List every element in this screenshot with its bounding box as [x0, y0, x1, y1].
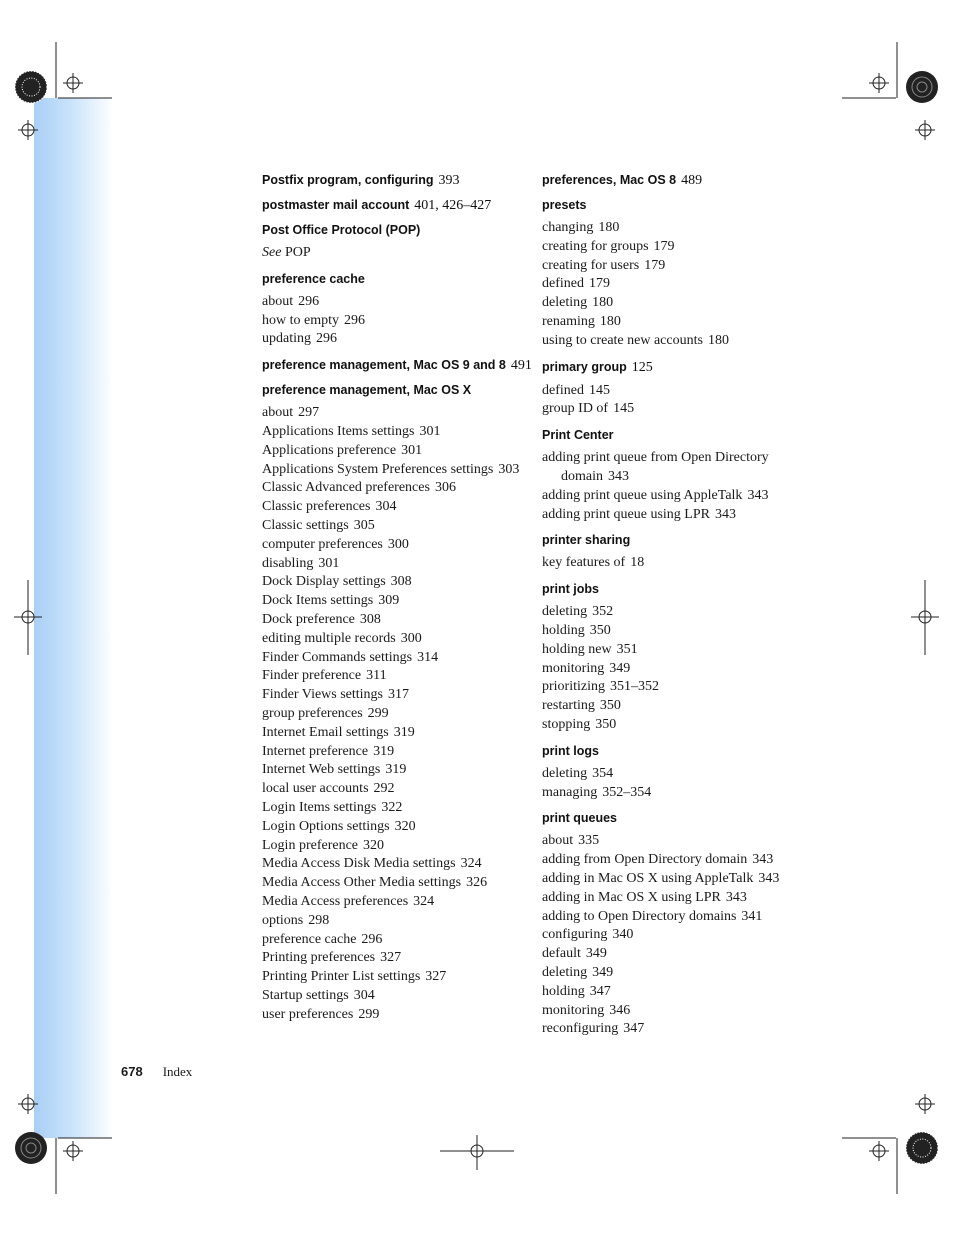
- index-subentry-label: defined: [542, 276, 584, 292]
- index-subentry: [542, 697, 782, 716]
- index-subentry: [542, 487, 782, 506]
- index-subentry: [542, 678, 782, 697]
- index-subentry-label: Media Access preferences: [262, 893, 409, 909]
- index-term-label: print jobs: [542, 582, 599, 597]
- index-subentry: [262, 686, 532, 705]
- index-subentry-label: Internet Email settings: [262, 724, 389, 740]
- index-subentry-pages: 343: [725, 889, 747, 905]
- index-subentry: [262, 498, 532, 517]
- index-entry: [262, 222, 532, 263]
- index-term: [542, 532, 782, 548]
- index-subentry-label: changing: [542, 220, 594, 235]
- index-subentry-label: options: [262, 912, 304, 928]
- index-term: [542, 427, 782, 443]
- index-subentry-label: Dock preference: [262, 611, 355, 627]
- index-subentry-label: Dock Display settings: [262, 574, 386, 590]
- index-subentry: [542, 238, 782, 257]
- index-subentry-label: holding new: [542, 641, 612, 657]
- index-subentry-pages: 319: [385, 762, 407, 778]
- index-subentry-pages: 347: [623, 1021, 645, 1037]
- index-subentry-pages: 343: [752, 852, 774, 868]
- index-subentry-label: Login preference: [262, 837, 358, 853]
- index-term: [542, 172, 782, 189]
- index-subentry: [262, 855, 532, 874]
- index-subentry-label: Applications preference: [262, 442, 397, 458]
- index-subentry-label: monitoring: [542, 660, 605, 676]
- index-subentry-pages: 296: [298, 293, 320, 309]
- index-column-right: [542, 172, 782, 1039]
- index-subentry: [542, 964, 782, 983]
- index-subentry-label: preference cache: [262, 931, 357, 947]
- index-subentry-label: restarting: [542, 698, 595, 714]
- index-term: [542, 581, 782, 597]
- index-subentry-pages: 320: [363, 837, 384, 853]
- index-subentry-label: Internet preference: [262, 743, 369, 759]
- index-subentry-pages: 351: [616, 641, 638, 657]
- index-subentry: [262, 649, 532, 668]
- index-subentry: [542, 449, 782, 487]
- index-subentry: [542, 716, 782, 735]
- index-subentry-pages: 319: [393, 724, 415, 740]
- index-subentry: [262, 555, 532, 574]
- index-subentry-label: creating for users: [542, 257, 640, 273]
- index-subentry-pages: 349: [609, 660, 631, 676]
- index-subentry-pages: 308: [390, 574, 412, 590]
- index-term-pages: 125: [631, 359, 653, 375]
- index-subentry-pages: 350: [595, 716, 617, 732]
- index-subentry: [542, 400, 782, 419]
- index-term-label: preference management, Mac OS X: [262, 383, 472, 398]
- index-term-label: Post Office Protocol (POP): [262, 223, 421, 237]
- index-subentry-label: deleting: [542, 295, 588, 311]
- index-subentry-label: about: [542, 833, 574, 849]
- index-subentry-label: deleting: [542, 604, 588, 620]
- index-term: [542, 743, 782, 759]
- index-subentry-label: deleting: [542, 765, 588, 781]
- index-term-label: Print Center: [542, 428, 614, 443]
- index-subentry-pages: 319: [373, 743, 395, 759]
- index-subentry: [262, 968, 532, 987]
- index-subentry: [262, 799, 532, 818]
- index-term-label: print queues: [542, 811, 618, 826]
- index-subentry: [262, 611, 532, 630]
- index-subentry-label: adding print queue using AppleTalk: [542, 487, 743, 503]
- index-term: [542, 197, 782, 213]
- index-subentry-label: creating for groups: [542, 238, 649, 254]
- section-name: Index: [162, 1064, 193, 1079]
- index-entry: [542, 581, 782, 735]
- index-subentry-pages: 327: [380, 950, 402, 966]
- index-subentry-pages: 308: [359, 611, 381, 627]
- index-subentry-label: holding: [542, 622, 585, 638]
- index-subentry: [262, 461, 532, 480]
- index-subentry-label: holding: [542, 983, 585, 999]
- index-term: [262, 271, 532, 287]
- index-subentry-label: about: [262, 293, 294, 309]
- index-subentry-pages: 343: [715, 506, 736, 522]
- index-entry: [542, 532, 782, 573]
- index-subentry-label: POP: [284, 245, 311, 260]
- index-term-label: printer sharing: [542, 533, 631, 548]
- index-subentry: [542, 1002, 782, 1021]
- index-term-label: Postfix program, configuring: [262, 173, 434, 187]
- index-subentry-pages: 297: [298, 405, 320, 421]
- index-entry: [542, 810, 782, 1039]
- index-subentry-label: key features of: [542, 555, 626, 571]
- index-subentry-label: Applications Items settings: [262, 423, 415, 439]
- index-subentry: [262, 573, 532, 592]
- index-entry: [262, 382, 532, 1024]
- index-subentry-pages: 299: [358, 1006, 380, 1022]
- index-subentry-pages: 346: [609, 1002, 631, 1018]
- index-subentry-pages: 18: [630, 555, 645, 571]
- index-subentry-pages: 324: [413, 893, 435, 909]
- index-entry: [262, 197, 532, 214]
- index-subentry-label: using to create new accounts: [542, 332, 703, 348]
- index-subentry-label: Classic Advanced preferences: [262, 480, 430, 496]
- index-subentry-pages: 304: [375, 499, 397, 515]
- index-term: [262, 382, 532, 398]
- index-subentry: [262, 987, 532, 1006]
- index-subentry: [542, 889, 782, 908]
- index-subentry-pages: 335: [578, 833, 600, 849]
- index-subentry: [262, 705, 532, 724]
- index-subentry: [542, 660, 782, 679]
- index-subentry-pages: 296: [361, 931, 383, 947]
- index-subentry-label: Printing Printer List settings: [262, 969, 421, 985]
- index-term: [262, 222, 532, 238]
- index-subentry: [542, 275, 782, 294]
- index-subentry-label: Media Access Disk Media settings: [262, 856, 456, 872]
- index-subentry-pages: 349: [592, 964, 614, 980]
- index-subentry: [262, 818, 532, 837]
- index-subentry-pages: 322: [381, 799, 403, 815]
- index-term: [542, 359, 782, 376]
- index-subentry-pages: 352–354: [602, 784, 652, 800]
- index-term-pages: 401, 426–427: [414, 198, 492, 213]
- index-subentry: [262, 592, 532, 611]
- index-subentry-pages: 180: [707, 332, 729, 348]
- index-subentry: [262, 330, 532, 349]
- index-subentry-label: Finder Commands settings: [262, 649, 413, 665]
- index-subentry: [542, 382, 782, 401]
- index-term: [262, 357, 532, 374]
- index-term-label: presets: [542, 198, 587, 212]
- index-term-label: preference management, Mac OS 9 and 8: [262, 358, 506, 373]
- index-term-pages: 393: [438, 173, 460, 188]
- index-subentry: [542, 506, 782, 525]
- index-subentry-label: adding print queue from Open Directory domain: [542, 450, 769, 484]
- index-subentry-pages: 305: [353, 517, 375, 533]
- index-subentry-label: group ID of: [542, 401, 609, 417]
- index-subentry-pages: 343: [608, 468, 629, 484]
- index-entry: [262, 357, 532, 374]
- index-subentry-pages: 343: [747, 487, 769, 503]
- index-subentry: [542, 554, 782, 573]
- index-subentry: [542, 622, 782, 641]
- index-subentry: [262, 949, 532, 968]
- index-subentry: [262, 423, 532, 442]
- index-term: [542, 810, 782, 826]
- index-entry: [542, 743, 782, 803]
- index-column-left: [262, 172, 532, 1024]
- index-subentry: [262, 837, 532, 856]
- page-footer: [121, 1063, 192, 1081]
- index-subentry-pages: 296: [344, 312, 365, 328]
- index-entry: [542, 197, 782, 351]
- index-subentry-label: Login Items settings: [262, 799, 377, 815]
- index-subentry-pages: 180: [599, 313, 621, 329]
- index-subentry: [262, 667, 532, 686]
- index-subentry-label: disabling: [262, 555, 314, 571]
- index-subentry-pages: 350: [589, 622, 611, 638]
- index-subentry-pages: 314: [417, 649, 439, 665]
- index-subentry-pages: 306: [434, 480, 456, 496]
- index-subentry: [262, 743, 532, 762]
- index-subentry: [262, 442, 532, 461]
- index-subentry-pages: 299: [367, 705, 389, 721]
- index-subentry-pages: 303: [498, 461, 520, 477]
- index-subentry: [542, 945, 782, 964]
- index-term-pages: 491: [510, 358, 532, 374]
- index-subentry: [262, 312, 532, 331]
- index-subentry-pages: 350: [599, 698, 621, 714]
- index-subentry: [262, 724, 532, 743]
- index-subentry-label: reconfiguring: [542, 1021, 619, 1037]
- index-subentry: [542, 294, 782, 313]
- index-subentry-pages: 296: [316, 331, 337, 347]
- index-subentry: [262, 517, 532, 536]
- index-subentry-pages: 179: [588, 276, 610, 292]
- index-subentry-label: updating: [262, 331, 311, 347]
- index-subentry-pages: 180: [592, 295, 614, 311]
- index-subentry: [262, 404, 532, 423]
- index-subentry-label: group preferences: [262, 705, 363, 721]
- index-subentry-label: Finder preference: [262, 668, 362, 684]
- index-subentry-label: configuring: [542, 927, 608, 943]
- index-subentry: [542, 851, 782, 870]
- index-subentry-pages: 326: [466, 875, 488, 891]
- index-subentry: [542, 983, 782, 1002]
- index-subentry: [542, 332, 782, 351]
- index-subentry-pages: 145: [613, 401, 635, 417]
- index-term-pages: 489: [681, 173, 703, 188]
- index-subentry-label: editing multiple records: [262, 630, 396, 646]
- index-subentry-pages: 180: [598, 220, 620, 235]
- index-subentry-label: adding print queue using LPR: [542, 506, 710, 522]
- index-entry: [542, 427, 782, 524]
- index-subentry: [542, 832, 782, 851]
- index-entry: [542, 359, 782, 420]
- index-subentry-label: Finder Views settings: [262, 687, 384, 703]
- index-subentry-pages: 300: [387, 536, 409, 552]
- index-subentry: [542, 765, 782, 784]
- index-subentry-pages: 317: [388, 687, 410, 703]
- index-subentry: [542, 908, 782, 927]
- index-entry: [262, 271, 532, 349]
- index-subentry-pages: 179: [644, 257, 666, 273]
- index-subentry: [542, 641, 782, 660]
- index-subentry: [262, 874, 532, 893]
- index-subentry-label: prioritizing: [542, 679, 605, 695]
- index-subentry-pages: 327: [425, 969, 447, 985]
- index-subentry-label: defined: [542, 382, 584, 398]
- index-subentry: [542, 1020, 782, 1039]
- index-subentry-pages: 304: [353, 987, 375, 1003]
- index-term: [262, 197, 532, 214]
- index-term: [262, 172, 532, 189]
- index-subentry: [262, 244, 532, 263]
- index-subentry: [262, 931, 532, 950]
- index-subentry-label: how to empty: [262, 312, 339, 328]
- index-subentry-label: stopping: [542, 716, 591, 732]
- index-subentry-pages: 298: [308, 912, 330, 928]
- index-subentry-pages: 324: [460, 856, 482, 872]
- index-subentry: [262, 293, 532, 312]
- index-subentry-label: local user accounts: [262, 781, 369, 797]
- index-subentry-label: managing: [542, 784, 598, 800]
- index-subentry: [542, 219, 782, 238]
- index-subentry: [542, 603, 782, 622]
- index-subentry: [262, 912, 532, 931]
- index-subentry-label: Internet Web settings: [262, 762, 381, 778]
- index-subentry-label: Dock Items settings: [262, 593, 374, 609]
- index-subentry-label: about: [262, 405, 294, 421]
- index-subentry-pages: 354: [592, 765, 614, 781]
- index-subentry-pages: 351–352: [610, 679, 659, 695]
- index-subentry-label: Startup settings: [262, 987, 349, 1003]
- index-subentry-pages: 309: [378, 593, 400, 609]
- index-subentry: [542, 784, 782, 803]
- index-subentry-pages: 347: [589, 983, 611, 999]
- index-subentry: [542, 870, 782, 889]
- index-subentry-label: adding in Mac OS X using LPR: [542, 889, 721, 905]
- index-subentry-pages: 352: [592, 604, 614, 620]
- index-entry: [262, 172, 532, 189]
- index-subentry-label: Media Access Other Media settings: [262, 875, 462, 891]
- index-subentry: [262, 893, 532, 912]
- index-subentry-pages: 349: [585, 946, 607, 962]
- index-subentry-label: default: [542, 946, 581, 962]
- index-subentry-pages: 179: [653, 238, 675, 254]
- index-subentry: [262, 536, 532, 555]
- index-subentry-label: computer preferences: [262, 536, 383, 552]
- index-subentry-label: adding in Mac OS X using AppleTalk: [542, 870, 754, 886]
- index-subentry-label: Login Options settings: [262, 818, 390, 834]
- index-subentry: [542, 926, 782, 945]
- index-subentry-label: adding from Open Directory domain: [542, 852, 748, 868]
- index-subentry-label: adding to Open Directory domains: [542, 908, 737, 924]
- index-subentry-pages: 301: [419, 423, 441, 439]
- index-subentry: [262, 630, 532, 649]
- index-subentry-label: Classic settings: [262, 517, 349, 533]
- index-subentry-label: Classic preferences: [262, 499, 371, 515]
- index-subentry: [262, 780, 532, 799]
- index-subentry-pages: 301: [401, 442, 423, 458]
- index-term-label: preference cache: [262, 271, 365, 286]
- index-subentry-pages: 343: [758, 870, 780, 886]
- index-subentry-pages: 145: [588, 382, 610, 398]
- index-entry: [542, 172, 782, 189]
- index-term-label: print logs: [542, 743, 599, 758]
- index-subentry: [542, 313, 782, 332]
- index-subentry-label: monitoring: [542, 1002, 605, 1018]
- index-subentry-pages: 340: [612, 927, 634, 943]
- index-subentry-label: Applications System Preferences settings: [262, 461, 494, 477]
- index-subentry-pages: 301: [318, 555, 340, 571]
- index-subentry: [262, 761, 532, 780]
- index-term-label: preferences, Mac OS 8: [542, 173, 677, 187]
- page-number: 678: [121, 1064, 143, 1079]
- index-subentry-label: deleting: [542, 964, 588, 980]
- index-subentry-label: user preferences: [262, 1006, 354, 1022]
- index-subentry-pages: 341: [741, 908, 763, 924]
- index-term-label: primary group: [542, 359, 627, 374]
- see-reference-word: See: [262, 245, 282, 260]
- index-subentry-label: renaming: [542, 313, 595, 329]
- index-subentry: [262, 479, 532, 498]
- index-subentry: [262, 1006, 532, 1025]
- index-subentry: [542, 257, 782, 276]
- index-term-label: postmaster mail account: [262, 198, 410, 212]
- index-subentry-pages: 311: [366, 668, 387, 684]
- index-subentry-pages: 320: [394, 818, 416, 834]
- index-subentry-pages: 300: [400, 630, 422, 646]
- index-subentry-label: Printing preferences: [262, 950, 376, 966]
- index-subentry-pages: 292: [373, 781, 395, 797]
